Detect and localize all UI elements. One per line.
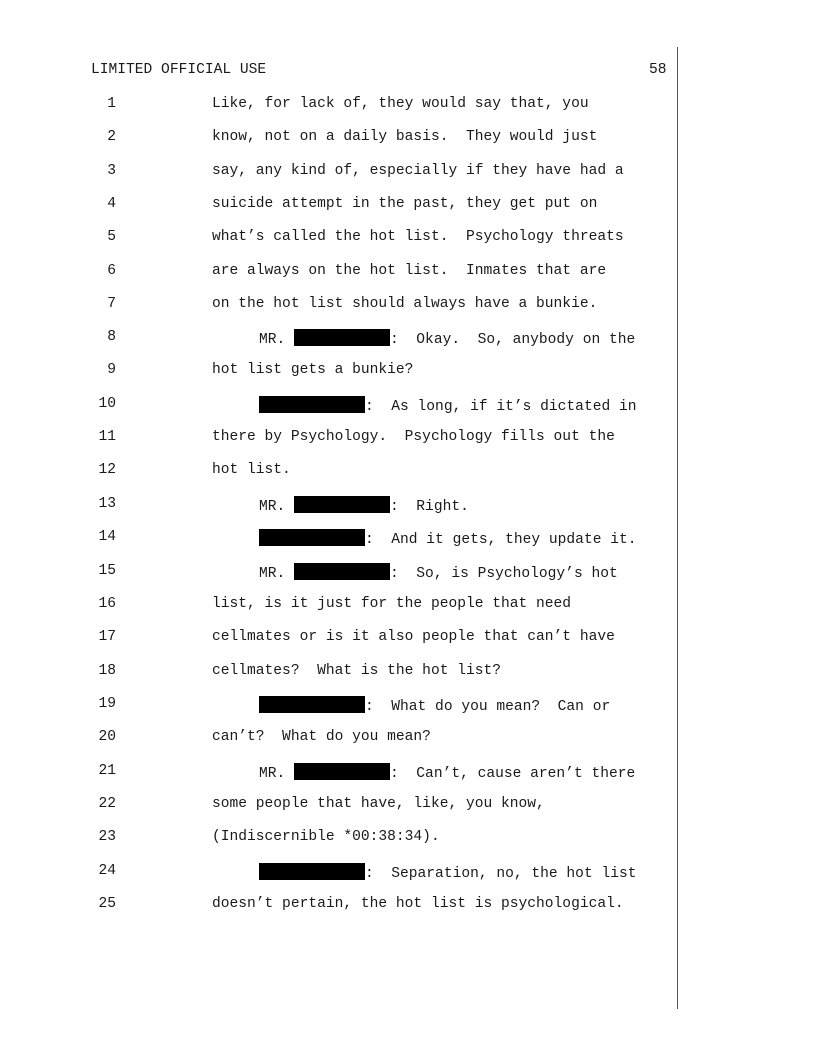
transcript-line	[0, 763, 816, 783]
speaker-title: MR.	[259, 499, 295, 515]
page-number: 58	[649, 62, 667, 78]
line-number: 5	[107, 229, 116, 245]
line-text: : So, is Psychology’s hot	[390, 566, 618, 582]
redaction-bar	[259, 396, 365, 413]
line-text: are always on the hot list. Inmates that are	[212, 263, 607, 279]
line-number: 10	[98, 396, 116, 412]
line-number: 16	[98, 596, 116, 612]
transcript-line	[0, 696, 816, 716]
line-text: Like, for lack of, they would say that, you	[212, 96, 589, 112]
line-number: 17	[98, 629, 116, 645]
line-text: (Indiscernible *00:38:34).	[212, 829, 440, 845]
speaker-line	[259, 396, 637, 415]
line-number: 7	[107, 296, 116, 312]
transcript-line	[0, 896, 816, 916]
line-number: 23	[98, 829, 116, 845]
redaction-bar	[294, 329, 390, 346]
redaction-bar	[259, 529, 365, 546]
speaker-line	[259, 863, 637, 882]
redaction-bar	[294, 563, 390, 580]
line-number: 18	[98, 663, 116, 679]
page-header-classification: LIMITED OFFICIAL USE	[91, 62, 267, 78]
speaker-line	[259, 563, 618, 582]
line-text: some people that have, like, you know,	[212, 796, 545, 812]
transcript-line	[0, 96, 816, 116]
transcript-line	[0, 529, 816, 549]
line-text: say, any kind of, especially if they have had a	[212, 163, 624, 179]
transcript-line	[0, 863, 816, 883]
line-number: 1	[107, 96, 116, 112]
transcript-line	[0, 229, 816, 249]
transcript-line	[0, 263, 816, 283]
line-number: 14	[98, 529, 116, 545]
transcript-line	[0, 196, 816, 216]
line-text: hot list gets a bunkie?	[212, 362, 414, 378]
transcript-line	[0, 829, 816, 849]
transcript-line	[0, 362, 816, 382]
transcript-line	[0, 629, 816, 649]
line-text: know, not on a daily basis. They would just	[212, 129, 598, 145]
line-number: 20	[98, 729, 116, 745]
line-text: what’s called the hot list. Psychology threats	[212, 229, 624, 245]
speaker-line	[259, 696, 610, 715]
redaction-bar	[294, 763, 390, 780]
line-number: 6	[107, 263, 116, 279]
line-number: 8	[107, 329, 116, 345]
line-number: 4	[107, 196, 116, 212]
speaker-line	[259, 496, 469, 515]
line-text: on the hot list should always have a bunkie.	[212, 296, 598, 312]
line-number: 9	[107, 362, 116, 378]
transcript-line	[0, 129, 816, 149]
redaction-bar	[259, 696, 365, 713]
redaction-bar	[259, 863, 365, 880]
speaker-line	[259, 529, 637, 548]
line-text: : Can’t, cause aren’t there	[390, 766, 636, 782]
line-number: 25	[98, 896, 116, 912]
transcript-line	[0, 329, 816, 349]
line-text: cellmates or is it also people that can’t have	[212, 629, 615, 645]
line-text: : As long, if it’s dictated in	[365, 399, 637, 415]
line-number: 24	[98, 863, 116, 879]
line-text: : Okay. So, anybody on the	[390, 332, 636, 348]
line-text: cellmates? What is the hot list?	[212, 663, 502, 679]
line-number: 22	[98, 796, 116, 812]
line-text: : What do you mean? Can or	[365, 699, 611, 715]
transcript-line	[0, 429, 816, 449]
line-text: list, is it just for the people that need	[212, 596, 572, 612]
line-number: 13	[98, 496, 116, 512]
speaker-title: MR.	[259, 332, 295, 348]
transcript-line	[0, 729, 816, 749]
transcript-line	[0, 462, 816, 482]
speaker-title: MR.	[259, 766, 295, 782]
speaker-title: MR.	[259, 566, 295, 582]
transcript-line	[0, 563, 816, 583]
line-text: doesn’t pertain, the hot list is psychological.	[212, 896, 624, 912]
redaction-bar	[294, 496, 390, 513]
line-text: there by Psychology. Psychology fills out the	[212, 429, 615, 445]
line-text: : And it gets, they update it.	[365, 532, 637, 548]
line-number: 12	[98, 462, 116, 478]
line-text: suicide attempt in the past, they get put on	[212, 196, 598, 212]
line-number: 21	[98, 763, 116, 779]
speaker-line	[259, 329, 635, 348]
line-number: 19	[98, 696, 116, 712]
transcript-line	[0, 663, 816, 683]
line-number: 15	[98, 563, 116, 579]
line-text: : Separation, no, the hot list	[365, 866, 637, 882]
transcript-line	[0, 163, 816, 183]
transcript-line	[0, 596, 816, 616]
transcript-line	[0, 296, 816, 316]
line-text: can’t? What do you mean?	[212, 729, 431, 745]
transcript-line	[0, 496, 816, 516]
line-text: hot list.	[212, 462, 291, 478]
line-text: : Right.	[390, 499, 469, 515]
speaker-line	[259, 763, 635, 782]
line-number: 3	[107, 163, 116, 179]
transcript-line	[0, 796, 816, 816]
line-number: 2	[107, 129, 116, 145]
transcript-line	[0, 396, 816, 416]
line-number: 11	[98, 429, 116, 445]
